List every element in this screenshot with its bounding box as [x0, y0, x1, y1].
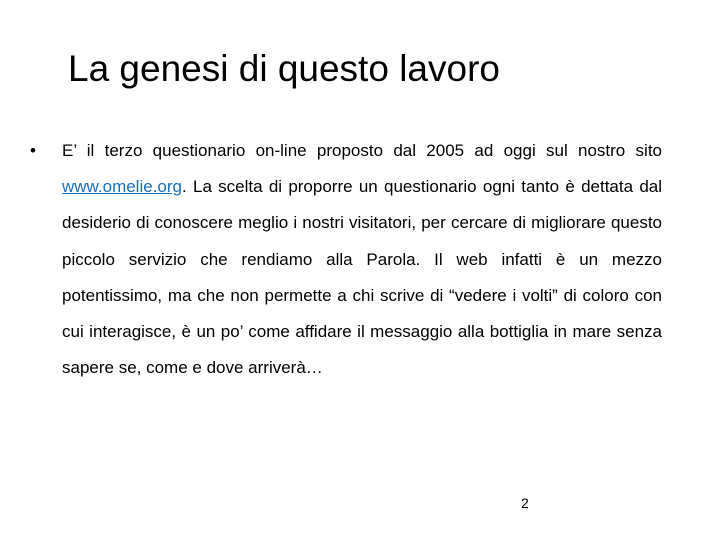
slide-title: La genesi di questo lavoro — [68, 48, 500, 89]
bullet-text — [62, 133, 662, 386]
bullet-text-before-link: E’ il terzo questionario on-line proposto dal 2005 ad oggi sul nostro sito — [62, 141, 662, 160]
bullet-text-after-link: . La scelta di proporre un questionario ogni tanto è dettata dal desiderio di conoscere meglio i nostri visitatori, per cercare di migliorare questo piccolo servizio che rendiamo alla Parola. Il web infatti è un mezzo potentissimo, ma che non permette a chi scrive di “vedere i volti” di coloro con cui interagisce, è un po’ come affidare il messaggio alla bottiglia in mare senza sapere se, come e dove arriverà… — [62, 177, 662, 378]
bullet-item — [30, 133, 662, 386]
bullet-list — [30, 133, 662, 386]
page-number: 2 — [521, 495, 529, 511]
bullet-marker: • — [30, 141, 36, 160]
website-link[interactable]: www.omelie.org — [62, 177, 182, 197]
